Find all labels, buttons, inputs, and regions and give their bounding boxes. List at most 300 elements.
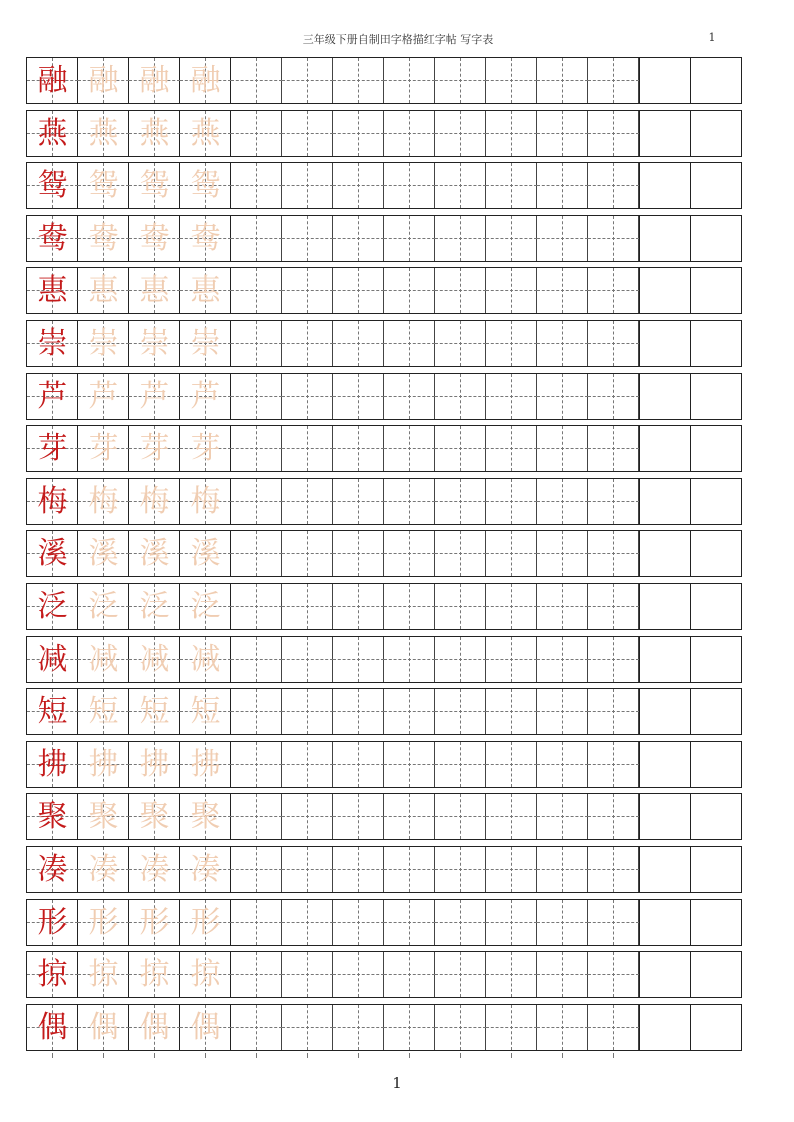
model-character: 融 xyxy=(37,63,68,98)
tracing-character: 融 xyxy=(88,63,119,98)
model-character-cell xyxy=(27,742,78,787)
blank-practice-cell xyxy=(282,111,333,156)
tracing-character: 泛 xyxy=(88,589,119,624)
tracing-cell xyxy=(78,847,129,892)
plain-cell xyxy=(690,268,741,313)
blank-practice-cell xyxy=(537,584,588,629)
blank-practice-cell xyxy=(486,531,537,576)
model-character: 崇 xyxy=(37,326,68,361)
blank-practice-cell xyxy=(384,479,435,524)
model-character: 鸯 xyxy=(37,221,68,256)
guide-tick xyxy=(358,1053,359,1058)
tracing-character: 泛 xyxy=(190,589,221,624)
tracing-cell xyxy=(78,426,129,471)
guide-tick xyxy=(460,1053,461,1058)
tracing-character: 偶 xyxy=(190,1010,221,1045)
guide-tick xyxy=(205,1053,206,1058)
tracing-cell xyxy=(180,689,231,734)
blank-practice-cell xyxy=(537,163,588,208)
blank-practice-cell xyxy=(588,584,639,629)
blank-practice-cell xyxy=(435,952,486,997)
model-character-cell xyxy=(27,163,78,208)
blank-practice-cell xyxy=(231,268,282,313)
blank-practice-cell xyxy=(231,531,282,576)
tracing-cell xyxy=(129,111,180,156)
blank-practice-cell xyxy=(231,479,282,524)
blank-practice-cell xyxy=(486,216,537,261)
blank-practice-cell xyxy=(588,794,639,839)
blank-practice-cell xyxy=(486,268,537,313)
model-character: 鸳 xyxy=(37,168,68,203)
blank-practice-cell xyxy=(384,321,435,366)
plain-cell xyxy=(690,374,741,419)
plain-cell xyxy=(690,1005,741,1050)
tracing-character: 掠 xyxy=(139,957,170,992)
plain-cell xyxy=(690,847,741,892)
blank-practice-cell xyxy=(588,216,639,261)
blank-practice-cell xyxy=(384,531,435,576)
tracing-character: 聚 xyxy=(190,799,221,834)
plain-cell xyxy=(690,531,741,576)
blank-practice-cell xyxy=(486,58,537,103)
blank-practice-cell xyxy=(537,637,588,682)
model-character: 拂 xyxy=(37,747,68,782)
blank-practice-cell xyxy=(333,426,384,471)
blank-practice-cell xyxy=(435,111,486,156)
model-character-cell xyxy=(27,111,78,156)
blank-practice-cell xyxy=(435,531,486,576)
blank-practice-cell xyxy=(231,1005,282,1050)
plain-cell xyxy=(639,321,690,366)
practice-row xyxy=(26,162,742,209)
guide-tick xyxy=(103,1053,104,1058)
model-character: 掠 xyxy=(37,957,68,992)
plain-cell xyxy=(690,58,741,103)
plain-cell xyxy=(690,426,741,471)
blank-practice-cell xyxy=(282,900,333,945)
practice-row xyxy=(26,951,742,998)
tracing-character: 燕 xyxy=(88,116,119,151)
blank-practice-cell xyxy=(384,163,435,208)
plain-cell xyxy=(639,584,690,629)
tracing-character: 凑 xyxy=(190,852,221,887)
tracing-character: 拂 xyxy=(88,747,119,782)
tracing-cell xyxy=(78,637,129,682)
blank-practice-cell xyxy=(333,374,384,419)
model-character: 梅 xyxy=(37,484,68,519)
blank-practice-cell xyxy=(588,689,639,734)
tracing-cell xyxy=(129,374,180,419)
blank-practice-cell xyxy=(384,689,435,734)
blank-practice-cell xyxy=(435,321,486,366)
blank-practice-cell xyxy=(537,58,588,103)
blank-practice-cell xyxy=(384,111,435,156)
tracing-cell xyxy=(78,584,129,629)
tracing-character: 鸯 xyxy=(139,221,170,256)
blank-practice-cell xyxy=(537,689,588,734)
practice-row xyxy=(26,1004,742,1051)
plain-cell xyxy=(690,479,741,524)
tracing-cell xyxy=(129,1005,180,1050)
blank-practice-cell xyxy=(486,794,537,839)
blank-practice-cell xyxy=(384,584,435,629)
model-character: 减 xyxy=(37,642,68,677)
tracing-character: 拂 xyxy=(190,747,221,782)
blank-practice-cell xyxy=(435,847,486,892)
blank-practice-cell xyxy=(435,426,486,471)
blank-practice-cell xyxy=(333,742,384,787)
blank-practice-cell xyxy=(537,216,588,261)
practice-row xyxy=(26,110,742,157)
plain-cell xyxy=(639,952,690,997)
blank-practice-cell xyxy=(435,58,486,103)
plain-cell xyxy=(639,900,690,945)
tracing-character: 鸯 xyxy=(88,221,119,256)
practice-row xyxy=(26,530,742,577)
blank-practice-cell xyxy=(384,1005,435,1050)
tracing-cell xyxy=(129,163,180,208)
blank-practice-cell xyxy=(231,952,282,997)
blank-practice-cell xyxy=(282,58,333,103)
plain-cell xyxy=(690,321,741,366)
blank-practice-cell xyxy=(282,531,333,576)
blank-practice-cell xyxy=(486,1005,537,1050)
blank-practice-cell xyxy=(588,1005,639,1050)
practice-row xyxy=(26,793,742,840)
blank-practice-cell xyxy=(486,321,537,366)
plain-cell xyxy=(639,268,690,313)
blank-practice-cell xyxy=(282,742,333,787)
tracing-character: 短 xyxy=(88,694,119,729)
tracing-character: 鸳 xyxy=(190,168,221,203)
tracing-character: 偶 xyxy=(139,1010,170,1045)
blank-practice-cell xyxy=(435,689,486,734)
tracing-cell xyxy=(180,58,231,103)
tracing-character: 溪 xyxy=(139,536,170,571)
practice-row xyxy=(26,741,742,788)
blank-practice-cell xyxy=(486,163,537,208)
blank-practice-cell xyxy=(384,952,435,997)
model-character-cell xyxy=(27,689,78,734)
blank-practice-cell xyxy=(231,637,282,682)
blank-practice-cell xyxy=(435,163,486,208)
blank-practice-cell xyxy=(282,163,333,208)
plain-cell xyxy=(690,900,741,945)
plain-cell xyxy=(690,584,741,629)
tracing-character: 拂 xyxy=(139,747,170,782)
tracing-character: 减 xyxy=(190,642,221,677)
tracing-character: 芦 xyxy=(190,379,221,414)
tracing-character: 崇 xyxy=(139,326,170,361)
model-character-cell xyxy=(27,374,78,419)
practice-row xyxy=(26,425,742,472)
tracing-cell xyxy=(78,216,129,261)
tracing-cell xyxy=(78,531,129,576)
blank-practice-cell xyxy=(282,216,333,261)
plain-cell xyxy=(690,637,741,682)
plain-cell xyxy=(639,374,690,419)
blank-practice-cell xyxy=(282,637,333,682)
blank-practice-cell xyxy=(537,794,588,839)
tracing-character: 鸳 xyxy=(139,168,170,203)
plain-cell xyxy=(639,426,690,471)
tracing-character: 凑 xyxy=(88,852,119,887)
blank-practice-cell xyxy=(333,216,384,261)
tracing-character: 芽 xyxy=(139,431,170,466)
model-character: 聚 xyxy=(37,799,68,834)
plain-cell xyxy=(639,58,690,103)
tracing-cell xyxy=(78,111,129,156)
blank-practice-cell xyxy=(333,479,384,524)
tracing-cell xyxy=(180,847,231,892)
blank-practice-cell xyxy=(435,374,486,419)
plain-cell xyxy=(639,689,690,734)
model-character-cell xyxy=(27,268,78,313)
blank-practice-cell xyxy=(486,637,537,682)
blank-practice-cell xyxy=(486,742,537,787)
plain-cell xyxy=(639,163,690,208)
model-character: 燕 xyxy=(37,116,68,151)
blank-practice-cell xyxy=(537,952,588,997)
practice-row xyxy=(26,215,742,262)
blank-practice-cell xyxy=(282,584,333,629)
blank-practice-cell xyxy=(435,742,486,787)
blank-practice-cell xyxy=(486,689,537,734)
blank-practice-cell xyxy=(333,584,384,629)
blank-practice-cell xyxy=(384,426,435,471)
blank-practice-cell xyxy=(588,637,639,682)
model-character-cell xyxy=(27,531,78,576)
blank-practice-cell xyxy=(486,426,537,471)
blank-practice-cell xyxy=(486,584,537,629)
tracing-character: 融 xyxy=(139,63,170,98)
guide-tick xyxy=(307,1053,308,1058)
blank-practice-cell xyxy=(231,847,282,892)
blank-practice-cell xyxy=(486,900,537,945)
tracing-cell xyxy=(180,900,231,945)
blank-practice-cell xyxy=(588,321,639,366)
plain-cell xyxy=(690,794,741,839)
practice-row xyxy=(26,267,742,314)
blank-practice-cell xyxy=(537,111,588,156)
blank-practice-cell xyxy=(435,216,486,261)
practice-row xyxy=(26,373,742,420)
blank-practice-cell xyxy=(333,111,384,156)
practice-row xyxy=(26,57,742,104)
blank-practice-cell xyxy=(282,1005,333,1050)
guide-tick xyxy=(409,1053,410,1058)
tracing-cell xyxy=(180,742,231,787)
practice-row xyxy=(26,583,742,630)
tracing-cell xyxy=(129,637,180,682)
practice-row xyxy=(26,899,742,946)
practice-row xyxy=(26,846,742,893)
tracing-character: 聚 xyxy=(139,799,170,834)
blank-practice-cell xyxy=(282,689,333,734)
model-character: 凑 xyxy=(37,852,68,887)
blank-practice-cell xyxy=(384,847,435,892)
guide-tick xyxy=(256,1053,257,1058)
blank-practice-cell xyxy=(486,374,537,419)
guide-tick xyxy=(52,1053,53,1058)
blank-practice-cell xyxy=(333,321,384,366)
tracing-character: 鸳 xyxy=(88,168,119,203)
plain-cell xyxy=(639,111,690,156)
model-character-cell xyxy=(27,847,78,892)
tracing-cell xyxy=(180,268,231,313)
guide-tick xyxy=(154,1053,155,1058)
blank-practice-cell xyxy=(384,742,435,787)
model-character: 惠 xyxy=(37,273,68,308)
tracing-cell xyxy=(180,374,231,419)
blank-practice-cell xyxy=(588,900,639,945)
blank-practice-cell xyxy=(537,531,588,576)
blank-practice-cell xyxy=(333,1005,384,1050)
plain-cell xyxy=(639,637,690,682)
model-character-cell xyxy=(27,216,78,261)
tracing-cell xyxy=(129,216,180,261)
tracing-character: 崇 xyxy=(88,326,119,361)
plain-cell xyxy=(639,479,690,524)
tracing-character: 溪 xyxy=(190,536,221,571)
blank-practice-cell xyxy=(231,216,282,261)
plain-cell xyxy=(690,111,741,156)
tracing-cell xyxy=(180,426,231,471)
blank-practice-cell xyxy=(588,374,639,419)
model-character-cell xyxy=(27,1005,78,1050)
blank-practice-cell xyxy=(537,268,588,313)
blank-practice-cell xyxy=(333,847,384,892)
guide-tick xyxy=(562,1053,563,1058)
tracing-cell xyxy=(180,531,231,576)
tracing-character: 掠 xyxy=(88,957,119,992)
practice-row xyxy=(26,320,742,367)
plain-cell xyxy=(639,216,690,261)
blank-practice-cell xyxy=(231,900,282,945)
blank-practice-cell xyxy=(537,742,588,787)
plain-cell xyxy=(690,216,741,261)
tracing-cell xyxy=(129,268,180,313)
plain-cell xyxy=(639,847,690,892)
tracing-cell xyxy=(180,111,231,156)
tracing-cell xyxy=(78,900,129,945)
tracing-cell xyxy=(78,689,129,734)
model-character-cell xyxy=(27,952,78,997)
blank-practice-cell xyxy=(537,847,588,892)
tracing-cell xyxy=(78,268,129,313)
blank-practice-cell xyxy=(333,58,384,103)
blank-practice-cell xyxy=(435,794,486,839)
tracing-cell xyxy=(180,321,231,366)
blank-practice-cell xyxy=(231,58,282,103)
blank-practice-cell xyxy=(282,847,333,892)
blank-practice-cell xyxy=(537,1005,588,1050)
tracing-cell xyxy=(180,794,231,839)
blank-practice-cell xyxy=(588,531,639,576)
blank-practice-cell xyxy=(333,637,384,682)
tracing-character: 聚 xyxy=(88,799,119,834)
blank-practice-cell xyxy=(435,900,486,945)
tracing-character: 芽 xyxy=(190,431,221,466)
blank-practice-cell xyxy=(231,794,282,839)
tracing-cell xyxy=(129,426,180,471)
tracing-character: 鸯 xyxy=(190,221,221,256)
blank-practice-cell xyxy=(588,268,639,313)
tracing-cell xyxy=(180,163,231,208)
plain-cell xyxy=(639,794,690,839)
tracing-cell xyxy=(78,321,129,366)
model-character-cell xyxy=(27,58,78,103)
blank-practice-cell xyxy=(282,794,333,839)
tracing-cell xyxy=(78,742,129,787)
tracing-character: 崇 xyxy=(190,326,221,361)
tracing-cell xyxy=(180,637,231,682)
blank-practice-cell xyxy=(588,479,639,524)
tracing-character: 梅 xyxy=(88,484,119,519)
blank-practice-cell xyxy=(231,321,282,366)
blank-practice-cell xyxy=(537,479,588,524)
tracing-cell xyxy=(129,584,180,629)
blank-practice-cell xyxy=(333,163,384,208)
blank-practice-cell xyxy=(282,426,333,471)
model-character: 形 xyxy=(37,905,68,940)
blank-practice-cell xyxy=(384,794,435,839)
tracing-character: 芽 xyxy=(88,431,119,466)
tracing-cell xyxy=(129,742,180,787)
blank-practice-cell xyxy=(588,742,639,787)
tracing-cell xyxy=(78,163,129,208)
blank-practice-cell xyxy=(282,268,333,313)
page-header-number: 1 xyxy=(708,31,716,44)
blank-practice-cell xyxy=(384,216,435,261)
model-character-cell xyxy=(27,321,78,366)
model-character-cell xyxy=(27,794,78,839)
blank-practice-cell xyxy=(333,794,384,839)
blank-practice-cell xyxy=(333,531,384,576)
tracing-cell xyxy=(129,58,180,103)
tracing-character: 惠 xyxy=(139,273,170,308)
tracing-character: 减 xyxy=(88,642,119,677)
tracing-character: 惠 xyxy=(190,273,221,308)
blank-practice-cell xyxy=(588,111,639,156)
blank-practice-cell xyxy=(435,637,486,682)
tracing-cell xyxy=(78,1005,129,1050)
model-character-cell xyxy=(27,479,78,524)
tracing-character: 梅 xyxy=(139,484,170,519)
blank-practice-cell xyxy=(588,847,639,892)
blank-practice-cell xyxy=(333,952,384,997)
tracing-character: 短 xyxy=(190,694,221,729)
tracing-character: 溪 xyxy=(88,536,119,571)
tracing-cell xyxy=(129,531,180,576)
plain-cell xyxy=(690,952,741,997)
blank-practice-cell xyxy=(231,584,282,629)
blank-practice-cell xyxy=(435,479,486,524)
model-character: 溪 xyxy=(37,536,68,571)
blank-practice-cell xyxy=(486,847,537,892)
blank-practice-cell xyxy=(231,374,282,419)
tracing-cell xyxy=(129,952,180,997)
blank-practice-cell xyxy=(231,426,282,471)
blank-practice-cell xyxy=(486,952,537,997)
model-character: 偶 xyxy=(37,1010,68,1045)
tracing-cell xyxy=(129,794,180,839)
tracing-cell xyxy=(180,952,231,997)
model-character: 泛 xyxy=(37,589,68,624)
guide-tick xyxy=(613,1053,614,1058)
blank-practice-cell xyxy=(537,321,588,366)
model-character-cell xyxy=(27,426,78,471)
